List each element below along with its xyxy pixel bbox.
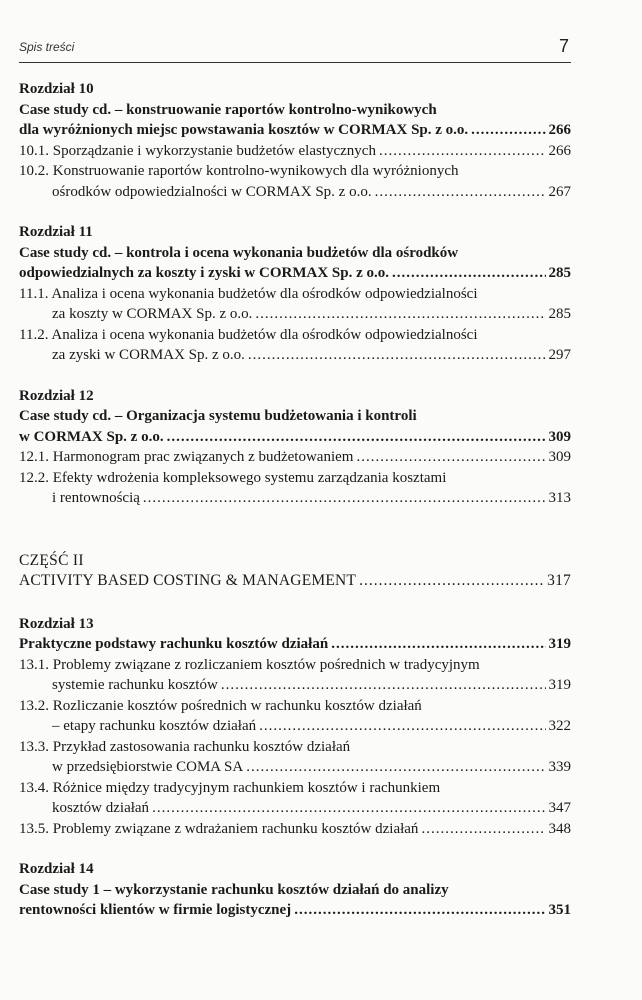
section-13-2-title-line1: 13.2. Rozliczanie kosztów pośrednich w rachunku kosztów działań — [19, 697, 422, 714]
chapter-12-title-entry — [19, 427, 571, 448]
section-13-3-title-line2: w przedsiębiorstwie COMA SA — [52, 759, 244, 775]
chapter-14-title-entry — [19, 900, 571, 921]
section-13-1-entry — [19, 675, 571, 696]
section-13-2-entry — [19, 716, 571, 737]
section-13-1-page: 319 — [548, 677, 571, 693]
chapter-10-page: 266 — [548, 122, 571, 138]
section-11-2-title-line1: 11.2. Analiza i ocena wykonania budżetów dla ośrodków odpowiedzialności — [19, 326, 478, 343]
section-10-1-entry — [19, 141, 571, 162]
section-13-5-page: 348 — [548, 820, 571, 837]
chapter-11-label: Rozdział 11 — [19, 224, 93, 240]
chapter-14-title-line1: Case study 1 – wykorzystanie rachunku kosztów działań do analizy — [19, 881, 449, 898]
chapter-10-title-line1: Case study cd. – konstruowanie raportów kontrolno-wynikowych — [19, 101, 437, 118]
section-13-3-page: 339 — [548, 759, 571, 775]
dot-leader — [255, 304, 545, 325]
dot-leader — [259, 716, 545, 737]
section-11-2-page: 297 — [548, 347, 571, 363]
chapter-13-title-entry — [19, 634, 571, 655]
section-10-2-title-line2: ośrodków odpowiedzialności w CORMAX Sp. z o.o. — [52, 183, 372, 200]
section-12-1-page: 309 — [548, 449, 571, 465]
chapter-11-title-line1: Case study cd. – kontrola i ocena wykonania budżetów dla ośrodków — [19, 244, 459, 261]
section-13-4-entry — [19, 798, 571, 819]
chapter-12-title-line1: Case study cd. – Organizacja systemu budżetowania i kontroli — [19, 408, 417, 424]
dot-leader — [421, 819, 545, 840]
section-13-2-title-line2: – etapy rachunku kosztów działań — [52, 718, 257, 734]
section-13-4-page: 347 — [548, 800, 571, 816]
chapter-12-label: Rozdział 12 — [19, 387, 94, 404]
part-2-entry — [19, 571, 571, 592]
part-2-title: ACTIVITY BASED COSTING & MANAGEMENT — [19, 572, 357, 589]
section-13-1-title-line1: 13.1. Problemy związane z rozliczaniem kosztów pośrednich w tradycyjnym — [19, 656, 480, 673]
section-10-1-page: 266 — [548, 142, 571, 159]
chapter-10-label: Rozdział 10 — [19, 81, 94, 97]
section-11-2-title-line2: za zyski w CORMAX Sp. z o.o. — [52, 347, 245, 363]
dot-leader — [392, 263, 545, 284]
dot-leader — [379, 141, 546, 162]
chapter-13-page: 319 — [548, 636, 571, 652]
table-of-contents — [19, 79, 571, 921]
section-10-2-title-line1: 10.2. Konstruowanie raportów kontrolno-wynikowych dla wyróżnionych — [19, 163, 459, 179]
dot-leader — [152, 798, 545, 819]
dot-leader — [471, 120, 545, 141]
running-title: Spis treści — [19, 40, 75, 54]
section-11-1-title-line1: 11.1. Analiza i ocena wykonania budżetów dla ośrodków odpowiedzialności — [19, 285, 478, 302]
chapter-13-title: Praktyczne podstawy rachunku kosztów działań — [19, 636, 329, 652]
page-number: 7 — [558, 36, 569, 56]
section-12-2-title-line1: 12.2. Efekty wdrożenia kompleksowego systemu zarządzania kosztami — [19, 469, 447, 486]
section-11-1-entry — [19, 304, 571, 325]
section-13-3-entry — [19, 757, 571, 778]
section-13-2-page: 322 — [548, 718, 571, 734]
section-13-5-title: 13.5. Problemy związane z wdrażaniem rachunku kosztów działań — [19, 820, 419, 837]
dot-leader — [167, 427, 546, 448]
section-12-1-title: 12.1. Harmonogram prac związanych z budżetowaniem — [19, 449, 354, 465]
section-12-2-title-line2: i rentownością — [52, 490, 140, 506]
section-10-2-page: 267 — [548, 183, 571, 200]
page-header — [19, 36, 571, 63]
dot-leader — [143, 488, 546, 509]
chapter-11-page: 285 — [548, 265, 571, 281]
section-11-1-title-line2: za koszty w CORMAX Sp. z o.o. — [52, 306, 253, 322]
section-13-3-title-line1: 13.3. Przykład zastosowania rachunku kosztów działań — [19, 738, 351, 755]
dot-leader — [356, 447, 545, 468]
section-12-1-entry — [19, 447, 571, 468]
section-13-1-title-line2: systemie rachunku kosztów — [52, 677, 218, 693]
chapter-14-title-line2: rentowności klientów w firmie logistycznej — [19, 902, 292, 918]
part-2-label: CZĘŚĆ II — [19, 551, 84, 569]
chapter-12-page: 309 — [548, 428, 571, 445]
section-10-1-title: 10.1. Sporządzanie i wykorzystanie budżetów elastycznych — [19, 142, 376, 159]
chapter-12-title-line2: w CORMAX Sp. z o.o. — [19, 428, 164, 445]
chapter-11-title-line2: odpowiedzialnych za koszty i zyski w CORMAX Sp. z o.o. — [19, 265, 390, 281]
chapter-11-title-entry — [19, 263, 571, 284]
dot-leader — [375, 182, 546, 203]
dot-leader — [246, 757, 545, 778]
dot-leader — [359, 571, 544, 592]
dot-leader — [331, 634, 545, 655]
section-13-5-entry — [19, 819, 571, 840]
section-11-2-entry — [19, 345, 571, 366]
part-2-page: 317 — [547, 572, 571, 589]
section-12-2-entry — [19, 488, 571, 509]
dot-leader — [294, 900, 545, 921]
chapter-14-page: 351 — [548, 902, 571, 918]
chapter-10-title-line2: dla wyróżnionych miejsc powstawania kosztów w CORMAX Sp. z o.o. — [19, 122, 469, 138]
section-12-2-page: 313 — [548, 490, 571, 506]
section-13-4-title-line2: kosztów działań — [52, 800, 150, 816]
chapter-13-label: Rozdział 13 — [19, 615, 94, 632]
chapter-14-label: Rozdział 14 — [19, 861, 94, 877]
dot-leader — [248, 345, 546, 366]
chapter-10-title-entry — [19, 120, 571, 141]
section-10-2-entry — [19, 182, 571, 203]
section-11-1-page: 285 — [548, 306, 571, 322]
section-13-4-title-line1: 13.4. Różnice między tradycyjnym rachunkiem kosztów i rachunkiem — [19, 779, 441, 796]
dot-leader — [221, 675, 546, 696]
